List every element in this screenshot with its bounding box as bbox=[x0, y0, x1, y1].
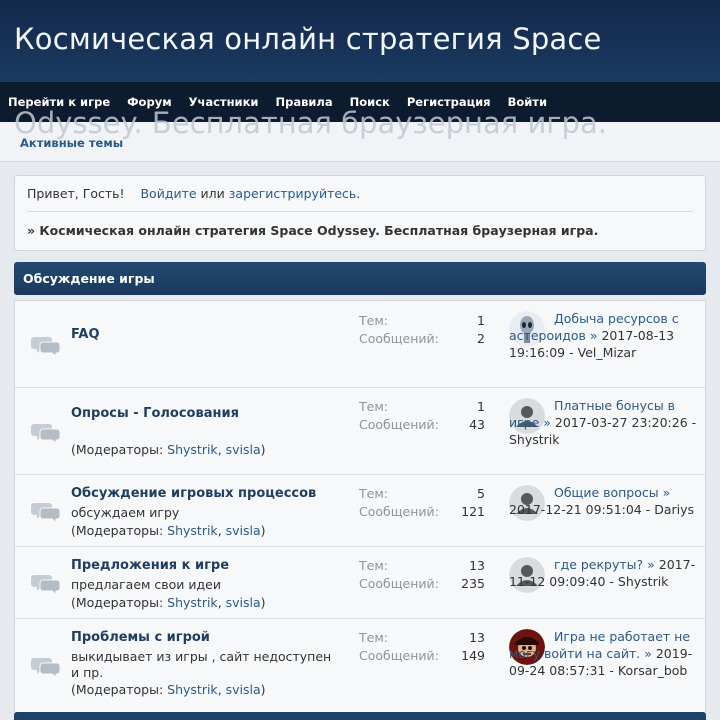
last-post-date: 2017-03-27 23:20:26 bbox=[554, 415, 688, 430]
moderators-separator: , bbox=[217, 523, 226, 538]
topics-count: 1 bbox=[477, 313, 485, 328]
moderators-prefix: (Модераторы: bbox=[71, 523, 168, 538]
moderator-link[interactable]: svisla bbox=[225, 595, 261, 610]
topics-label: Тем: bbox=[359, 630, 388, 645]
board-chat-icon bbox=[31, 421, 61, 443]
last-post-author[interactable]: Shystrik bbox=[617, 574, 669, 589]
last-post-topic-link[interactable]: Платные бонусы в игре » bbox=[509, 398, 676, 430]
posts-count: 2 bbox=[477, 331, 485, 346]
board-title-link[interactable]: Проблемы с игрой bbox=[71, 630, 210, 645]
last-post-dash: - bbox=[605, 574, 618, 589]
last-post-info bbox=[509, 397, 697, 448]
last-post-date: 2017-08-13 19:16:09 bbox=[509, 328, 675, 360]
moderator-link[interactable]: svisla bbox=[225, 682, 261, 697]
last-post-dash: - bbox=[687, 415, 697, 430]
site-banner bbox=[0, 0, 720, 82]
active-topics-link[interactable]: Активные темы bbox=[20, 136, 124, 150]
board-row bbox=[15, 388, 705, 475]
moderators-suffix: ) bbox=[260, 682, 266, 697]
board-moderators bbox=[71, 595, 266, 610]
moderator-link[interactable]: Shystrik bbox=[167, 682, 218, 697]
board-description: предлагаем свои идеи bbox=[71, 577, 221, 592]
moderators-suffix: ) bbox=[260, 523, 266, 538]
topics-count: 5 bbox=[477, 486, 485, 501]
moderators-suffix: ) bbox=[260, 442, 266, 457]
board-moderators bbox=[71, 523, 266, 538]
moderator-link[interactable]: svisla bbox=[225, 442, 261, 457]
divider bbox=[27, 211, 693, 212]
board-chat-icon bbox=[31, 655, 61, 677]
guest-greeting bbox=[27, 186, 360, 201]
nav-forum[interactable]: Форум bbox=[127, 95, 172, 109]
board-description: обсуждаем игру bbox=[71, 505, 180, 520]
topics-count: 1 bbox=[477, 399, 485, 414]
posts-label: Сообщений: bbox=[359, 576, 439, 591]
last-post-dash: - bbox=[565, 345, 578, 360]
nav-register[interactable]: Регистрация bbox=[406, 95, 491, 109]
last-post-author[interactable]: Shystrik bbox=[509, 432, 560, 447]
posts-count: 121 bbox=[461, 504, 485, 519]
topics-count: 13 bbox=[469, 630, 485, 645]
posts-label: Сообщений: bbox=[359, 331, 439, 346]
moderator-link[interactable]: svisla bbox=[225, 523, 261, 538]
last-post-info bbox=[509, 556, 697, 590]
nav-login[interactable]: Войти bbox=[507, 95, 548, 109]
nav-rules[interactable]: Правила bbox=[275, 95, 333, 109]
site-title: Космическая онлайн стратегия Space bbox=[14, 22, 602, 56]
posts-label: Сообщений: bbox=[359, 648, 439, 663]
moderators-separator: , bbox=[217, 595, 226, 610]
board-title-link[interactable]: Предложения к игре bbox=[71, 558, 230, 573]
site-title-overflow: Odyssey. Бесплатная браузерная игра. bbox=[14, 106, 607, 140]
moderators-separator: , bbox=[217, 442, 226, 457]
topics-count: 13 bbox=[469, 558, 485, 573]
last-post-author[interactable]: Vel_Mizar bbox=[577, 345, 637, 360]
last-post-info bbox=[509, 484, 697, 518]
last-post-dash: - bbox=[605, 663, 618, 678]
last-post-author[interactable]: Korsar_bob bbox=[617, 663, 688, 678]
topics-label: Тем: bbox=[359, 313, 388, 328]
board-row bbox=[15, 619, 705, 713]
topics-label: Тем: bbox=[359, 558, 388, 573]
board-moderators bbox=[71, 442, 266, 457]
next-category-header bbox=[14, 712, 706, 720]
moderators-suffix: ) bbox=[260, 595, 266, 610]
posts-label: Сообщений: bbox=[359, 504, 439, 519]
last-post-date: 2019-09-24 08:57:31 bbox=[509, 646, 693, 678]
posts-count: 149 bbox=[461, 648, 485, 663]
moderators-prefix: (Модераторы: bbox=[71, 682, 168, 697]
posts-label: Сообщений: bbox=[359, 417, 439, 432]
last-post-topic-link[interactable]: Добыча ресурсов с астероидов » bbox=[509, 311, 679, 343]
breadcrumb[interactable]: » Космическая онлайн стратегия Space Odyssey. Бесплатная браузерная игра. bbox=[27, 223, 599, 238]
board-chat-icon bbox=[31, 334, 61, 356]
board-chat-icon bbox=[31, 500, 61, 522]
last-post-topic-link[interactable]: Общие вопросы » bbox=[554, 485, 671, 500]
moderators-separator: , bbox=[217, 682, 226, 697]
last-post-topic-link[interactable]: где рекруты? » bbox=[554, 557, 655, 572]
period-text: . bbox=[356, 186, 361, 201]
board-list bbox=[14, 300, 706, 714]
register-link[interactable]: зарегистрируйтесь bbox=[228, 186, 357, 201]
posts-count: 43 bbox=[469, 417, 485, 432]
moderator-link[interactable]: Shystrik bbox=[167, 595, 218, 610]
last-post-date: 2017-11-12 09:09:40 bbox=[509, 557, 696, 589]
login-link[interactable]: Войдите bbox=[140, 186, 197, 201]
greeting-text: Привет, Гость! bbox=[27, 186, 125, 201]
board-title-link[interactable]: Обсуждение игровых процессов bbox=[71, 486, 317, 501]
last-post-info bbox=[509, 628, 697, 679]
board-chat-icon bbox=[31, 572, 61, 594]
last-post-dash: - bbox=[641, 502, 655, 517]
moderators-prefix: (Модераторы: bbox=[71, 442, 168, 457]
board-description: выкидывает из игры , сайт недоступен и пр. bbox=[71, 649, 332, 680]
moderators-prefix: (Модераторы: bbox=[71, 595, 168, 610]
last-post-topic-link[interactable]: Игра не работает не могу войти на сайт. » bbox=[509, 629, 691, 661]
topics-label: Тем: bbox=[359, 399, 388, 414]
welcome-box bbox=[14, 175, 706, 251]
board-row bbox=[15, 475, 705, 547]
category-header[interactable]: Обсуждение игры bbox=[14, 262, 706, 295]
board-row bbox=[15, 547, 705, 619]
nav-members[interactable]: Участники bbox=[188, 95, 259, 109]
or-text: или bbox=[200, 186, 225, 201]
board-moderators bbox=[71, 682, 266, 697]
last-post-date: 2017-12-21 09:51:04 bbox=[509, 502, 642, 517]
nav-search[interactable]: Поиск bbox=[349, 95, 390, 109]
topics-label: Тем: bbox=[359, 486, 388, 501]
board-title-link[interactable]: Опросы - Голосования bbox=[71, 406, 239, 421]
posts-count: 235 bbox=[461, 576, 485, 591]
main-nav bbox=[0, 82, 720, 122]
moderator-link[interactable]: Shystrik bbox=[167, 523, 218, 538]
board-row bbox=[15, 301, 705, 388]
moderator-link[interactable]: Shystrik bbox=[167, 442, 218, 457]
last-post-info bbox=[509, 310, 697, 361]
last-post-author[interactable]: Dariys bbox=[654, 502, 695, 517]
board-title-link[interactable]: FAQ bbox=[71, 327, 100, 342]
nav-play-game[interactable]: Перейти к игре bbox=[8, 95, 111, 109]
